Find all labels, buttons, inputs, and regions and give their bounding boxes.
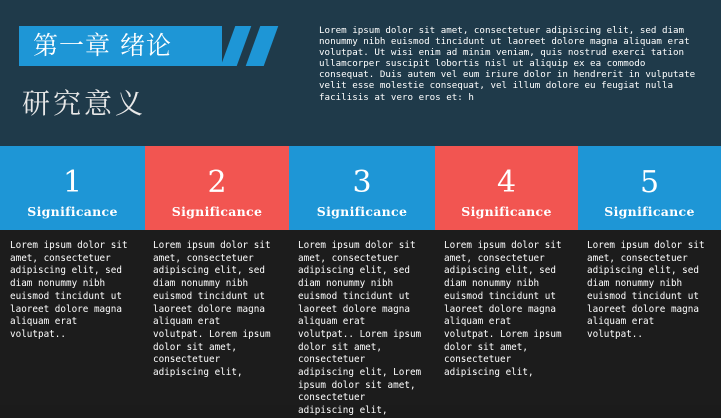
card-2 [145,146,289,230]
card-5-description: Lorem ipsum dolor sit amet, consectetuer adipiscing elit, sed diam nonummy nibh euismod tincidunt ut laoreet dolore magna aliquam erat volutpat.. [587,240,705,340]
card-2-description: Lorem ipsum dolor sit amet, consectetuer adipiscing elit, sed diam nonummy nibh euismod tincidunt ut laoreet dolore magna aliquam erat volutpat. Lorem ipsum dolor sit amet, consectetuer adipiscing elit, [153,240,271,379]
card-number: 2 [207,165,227,200]
card-label: Significance [27,204,118,219]
card-label: Significance [171,204,263,219]
intro-paragraph: Lorem ipsum dolor sit amet, consectetuer adipiscing elit, sed diam nonummy nibh euismod tincidunt ut laoreet dolore magna aliquam erat volutpat. Ut wisi enim ad minim veniam, quis nostrud exerci tation ullamcorper suscipit lobortis nisl ut aliquip ex ea commodo consequat. Duis autem vel eum iriure dolor in hendrerit in vulputate velit esse molestie consequat, vel illum dolore eu feugiat nulla facilisis at vero eros et: h [319,25,696,103]
card-4-description: Lorem ipsum dolor sit amet, consectetuer adipiscing elit, sed diam nonummy nibh euismod tincidunt ut laoreet dolore magna aliquam erat volutpat. Lorem ipsum dolor sit amet, consectetuer adipiscing elit, [444,240,562,379]
card-1 [0,146,145,230]
card-label: Significance [461,204,552,219]
chapter-title: 第一章 绪论 [33,31,172,60]
card-number: 3 [352,165,372,200]
card-number: 1 [62,165,83,200]
card-1-description: Lorem ipsum dolor sit amet, consectetuer adipiscing elit, sed diam nonummy nibh euismod tincidunt ut laoreet dolore magna aliquam erat volutpat.. [10,240,128,340]
significance-cards [0,146,721,230]
card-number: 5 [639,165,660,200]
card-4 [435,146,578,230]
section-subtitle: 研究意义 [22,87,147,120]
card-label: Significance [316,204,408,219]
card-5 [578,146,721,230]
card-number: 4 [496,165,517,200]
card-3 [289,146,435,230]
card-3-description: Lorem ipsum dolor sit amet, consectetuer adipiscing elit, sed diam nonummy nibh euismod tincidunt ut laoreet dolore magna aliquam erat volutpat.. Lorem ipsum dolor sit amet, consectetuer adipiscing elit, Lorem ipsum dolor sit amet, consectetuer adipiscing elit, [298,240,422,417]
card-label: Significance [604,204,695,219]
